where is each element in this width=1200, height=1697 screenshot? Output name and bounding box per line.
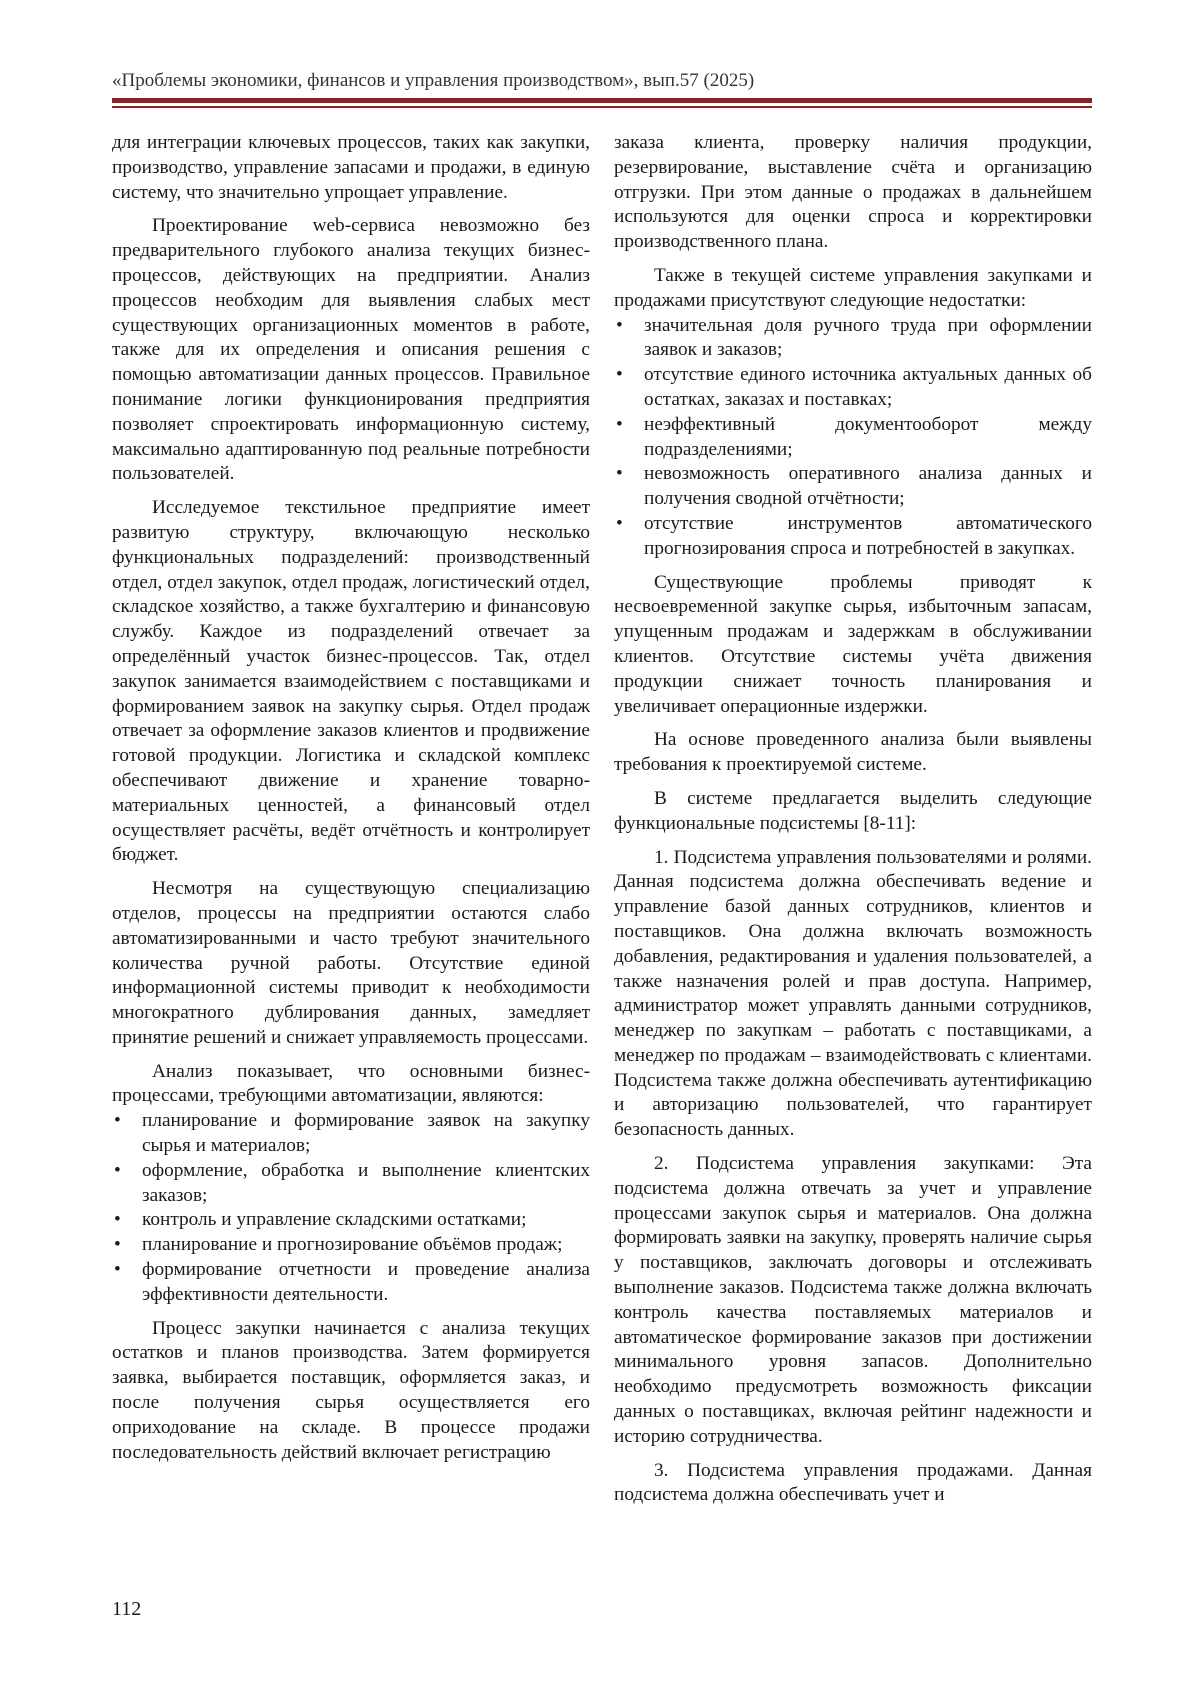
- bullet-icon: •: [616, 314, 623, 336]
- paragraph: В системе предлагается выделить следующие функциональные подсистемы [8-11]:: [614, 787, 1092, 834]
- header-rule-thin: [112, 106, 1092, 108]
- list-item: • невозможность оперативного анализа данных и получения сводной отчётности;: [616, 463, 1092, 510]
- paragraph: заказа клиента, проверку наличия продукции, резервирование, выставление счёта и организацию отгрузки. При этом данные о продажах в дальнейшем используются для оценки спроса и корректировки производственного плана.: [614, 132, 1092, 253]
- list-item: • отсутствие единого источника актуальных данных об остатках, заказах и поставках;: [616, 364, 1092, 410]
- bullet-icon: •: [616, 463, 623, 485]
- paragraph: Также в текущей системе управления закупками и продажами присутствуют следующие недостатки:: [614, 264, 1092, 311]
- right-column: [614, 131, 1092, 1517]
- bullet-icon: •: [616, 413, 623, 435]
- paragraph: 2. Подсистема управления закупками: Эта подсистема должна отвечать за учет и управление процессами закупок сырья и материалов. Она должна формировать заявки на закупку, проверять наличие сырья у поставщиков, заключать договоры и отслеживать выполнение заказов. Подсистема также должна включать контроль качества поставляемых материалов и автоматическое формирование заказов при достижении минимального уровня запасов. Дополнительно необходимо предусмотреть возможность фиксации данных о поставщиках, включая рейтинг надежности и историю сотрудничества.: [614, 1153, 1092, 1447]
- paragraph: 1. Подсистема управления пользователями и ролями. Данная подсистема должна обеспечивать ведение и управление базой данных сотрудников, клиентов и поставщиков. Она должна включать возможность добавления, редактирования и удаления пользователей, а также назначения ролей и прав доступа. Например, администратор может управлять данными сотрудников, менеджер по закупкам – работать с поставщиками, а менеджер по продажам – взаимодействовать с клиентами. Подсистема также должна обеспечивать аутентификацию и авторизацию пользователей, что гарантирует безопасность данных.: [614, 846, 1092, 1141]
- paragraph: для интеграции ключевых процессов, таких как закупки, производство, управление запасами и продажи, в единую систему, что значительно упрощает управление.: [112, 132, 590, 203]
- paragraph: Исследуемое текстильное предприятие имеет развитую структуру, включающую несколько функциональных подразделений: производственный отдел, отдел закупок, отдел продаж, логистический отдел, складское хозяйство, а также бухгалтерию и финансовую службу. Каждое из подразделений отвечает за определённый участок бизнес-процессов. Так, отдел закупок занимается взаимодействием с поставщиками и формированием заявок на закупку сырья. Отдел продаж отвечает за оформление заказов клиентов и продвижение готовой продукции. Логистика и складской комплекс обеспечивают движение и хранение товарно-материальных ценностей, а финансовый отдел осуществляет расчёты, ведёт отчётность и контролирует бюджет.: [112, 497, 590, 866]
- bullet-icon: •: [114, 1259, 121, 1281]
- header-rule-thick: [112, 98, 1092, 103]
- bullet-icon: •: [114, 1110, 121, 1132]
- bullet-icon: •: [114, 1209, 121, 1231]
- list-item: • контроль и управление складскими остатками;: [112, 1208, 590, 1233]
- bullet-list: [112, 1109, 590, 1307]
- bullet-icon: •: [616, 364, 623, 386]
- paragraph: На основе проведенного анализа были выявлены требования к проектируемой системе.: [614, 729, 1092, 776]
- list-item: • оформление, обработка и выполнение клиентских заказов;: [114, 1159, 590, 1206]
- paragraph: Несмотря на существующую специализацию отделов, процессы на предприятии остаются слабо автоматизированными и часто требуют значительного количества ручной работы. Отсутствие единой информационной системы приводит к необходимости многократного дублирования данных, замедляет принятие решений и снижает управляемость процессами.: [112, 878, 590, 1048]
- list-item: • планирование и формирование заявок на закупку сырья и материалов;: [114, 1110, 590, 1157]
- list-item: • неэффективный документооборот между подразделениями;: [616, 413, 1092, 460]
- paragraph: 3. Подсистема управления продажами. Данная подсистема должна обеспечивать учет и: [614, 1459, 1092, 1506]
- left-column: [112, 131, 590, 1474]
- list-item: • формирование отчетности и проведение анализа эффективности деятельности.: [114, 1259, 590, 1305]
- running-header: «Проблемы экономики, финансов и управления производством», вып.57 (2025): [112, 70, 755, 91]
- paragraph: Существующие проблемы приводят к несвоевременной закупке сырья, избыточным запасам, упущенным продажам и задержкам в обслуживании клиентов. Отсутствие системы учёта движения продукции снижает точность планирования и увеличивает операционные издержки.: [614, 571, 1092, 717]
- list-item: • значительная доля ручного труда при оформлении заявок и заказов;: [616, 314, 1092, 361]
- bullet-icon: •: [616, 512, 623, 534]
- paragraph: Проектирование web-сервиса невозможно без предварительного глубокого анализа текущих бизнес-процессов, действующих на предприятии. Анализ процессов необходим для выявления слабых мест существующих организационных моментов в работе, также для их определения и описания решения с помощью автоматизации данных процессов. Правильное понимание логики функционирования предприятия позволяет спроектировать информационную систему, максимально адаптированную под реальные потребности пользователей.: [112, 215, 590, 485]
- bullet-icon: •: [114, 1159, 121, 1181]
- page-number: 112: [112, 1598, 142, 1620]
- paragraph: Анализ показывает, что основными бизнес-процессами, требующими автоматизации, являются:: [112, 1060, 590, 1107]
- bullet-list: [614, 314, 1092, 562]
- bullet-icon: •: [114, 1234, 121, 1256]
- list-item: • планирование и прогнозирование объёмов продаж;: [112, 1233, 590, 1258]
- paragraph: Процесс закупки начинается с анализа текущих остатков и планов производства. Затем формируется заявка, выбирается поставщик, оформляется заказ, и после получения сырья осуществляется его оприходование на складе. В процессе продажи последовательность действий включает регистрацию: [112, 1317, 590, 1463]
- list-item: • отсутствие инструментов автоматического прогнозирования спроса и потребностей в закупках.: [616, 512, 1092, 559]
